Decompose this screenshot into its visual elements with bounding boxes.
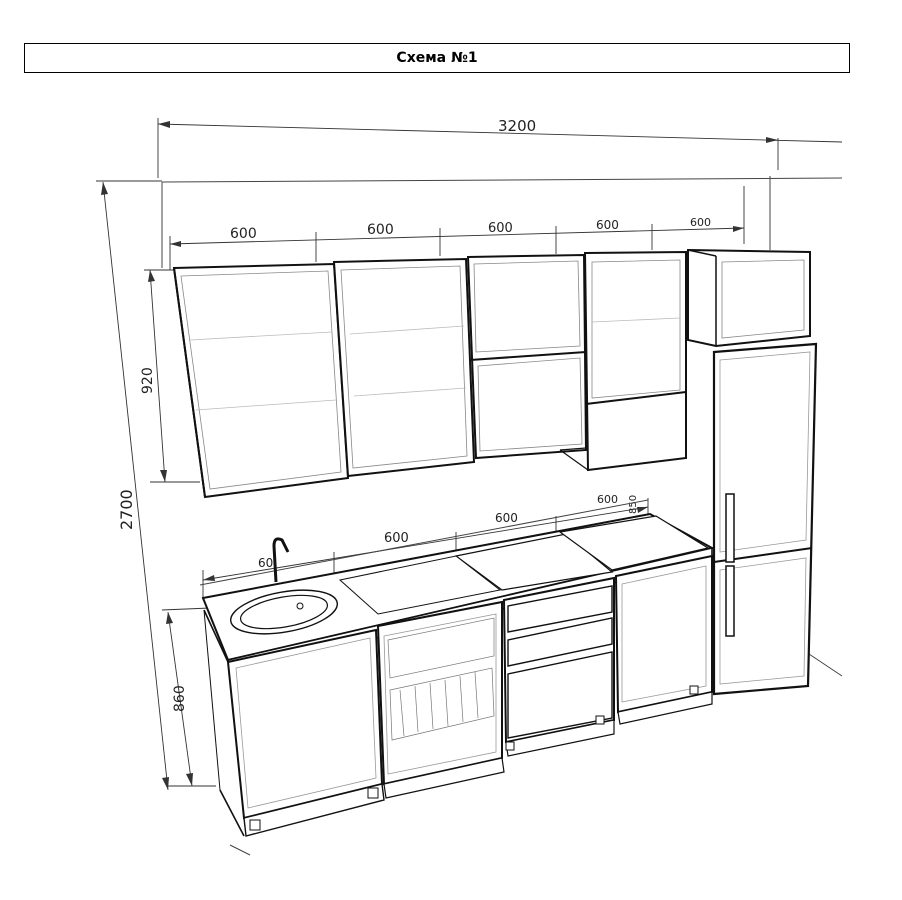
dim-sink-partial: 60 — [258, 556, 274, 570]
upper-cabinet-2 — [334, 259, 474, 476]
dim-lower-width-2: 600 — [495, 511, 518, 525]
scheme-title: Схема №1 — [24, 43, 850, 73]
dim-upper-width-2: 600 — [367, 222, 394, 238]
dim-total-height: 2700 — [117, 489, 136, 530]
dim-upper-width-1: 600 — [230, 226, 257, 242]
dim-lower-width-3: 600 — [597, 493, 618, 506]
dim-upper-height: 920 — [140, 367, 156, 394]
dim-lower-width-1: 600 — [384, 531, 409, 546]
fridge — [714, 344, 816, 694]
dim-upper-width-5: 600 — [690, 216, 711, 229]
fridge-handle-upper — [726, 494, 734, 562]
dim-lower-height: 860 — [172, 685, 188, 712]
dim-upper-width-3: 600 — [488, 221, 513, 236]
dim-counter-depth: 850 — [628, 494, 639, 514]
faucet-icon — [274, 539, 288, 582]
fridge-handle-lower — [726, 566, 734, 636]
dim-upper-width-4: 600 — [596, 218, 619, 232]
upper-cabinet-4 — [585, 252, 686, 470]
dim-total-width: 3200 — [498, 117, 537, 135]
